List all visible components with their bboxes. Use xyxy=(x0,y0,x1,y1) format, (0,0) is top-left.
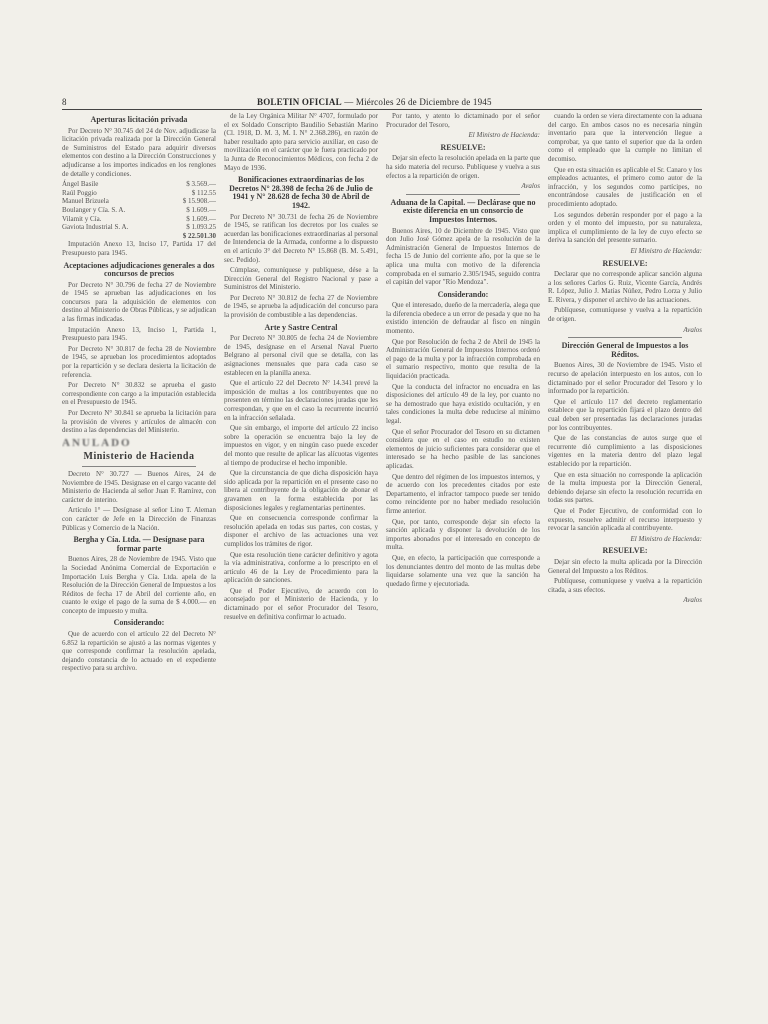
signatory: Avalos xyxy=(683,596,702,605)
paragraph: Que sin embargo, el importe del artículo 22 inciso sobre la operación se encuentra bajo la ley de impuestos en vigor, y en ningún caso puede exceder del monto que resulte de aplicar las alícuotas vigentes al tiempo de producirse el hecho imponible. xyxy=(224,424,378,467)
paragraph: Por Decreto N° 30.841 se aprueba la licitación para la provisión de víveres y artículos de almacén con destino a las dependencias del Ministerio. xyxy=(62,409,216,435)
paragraph: Buenos Aires, 28 de Noviembre de 1945. Visto que la Sociedad Anónima Comercial de Exportación e Importación Luis Bergha y Cía. Ltda. apela de la Resolución de la Dirección General de Impuestos a los Réditos de fecha 17 de Abril del corriente año, en cuanto le exige el pago de la suma de $ 4.000.— en concepto de impuesto y multa. xyxy=(62,555,216,615)
paragraph: Que el artículo 22 del Decreto N° 14.341 prevé la imposición de multas a los contribuyentes que no presenten en término las declaraciones juradas que les correspondan, y que en el caso la recurrente incurrió en la infracción señalada. xyxy=(224,379,378,422)
paragraph: Los segundos deberán responder por el pago a la orden y el monto del impuesto, por su naturaleza, implica el cumplimiento de la ley de cuyo efecto se deriva la sanción del presente sumario. xyxy=(548,210,702,245)
list-item: Vilamit y Cía. $ 1.609.— xyxy=(62,214,216,223)
paragraph: Por Decreto N° 30.832 se aprueba el gasto correspondiente con cargo a la imputación establecida en el Presupuesto de 1945. xyxy=(62,381,216,407)
heading: Arte y Sastre Central xyxy=(264,322,338,332)
paragraph: Por Decreto N° 30.812 de fecha 27 de Noviembre de 1945, se aprueba la adjudicación del concurso para la provisión de combustible a las dependencias. xyxy=(224,293,378,320)
heading: Bergha y Cía. Ltda. — Desígnase para formar parte xyxy=(73,535,205,553)
paragraph: Publíquese, comuníquese y vuelva a la repartición citada, a sus efectos. xyxy=(548,577,702,594)
paragraph: Por Decreto N° 30.796 de fecha 27 de Noviembre de 1945 se aprueban las adjudicaciones en los concursos para la adquisición de elementos con destino al Ministerio de Obras Públicas, y se adjudican a las firmas indicadas. xyxy=(62,280,216,324)
paragraph: Que en consecuencia corresponde confirmar la resolución apelada en todas sus partes, con costas, y disponer el archivo de las actuaciones una vez cumplidos los trámites de rigor. xyxy=(224,514,378,548)
heading: Aduana de la Capital. — Declárase que no existe diferencia en un consorcio de Impuestos Internos. xyxy=(390,197,536,224)
paragraph: Que el Poder Ejecutivo, de acuerdo con lo aconsejado por el Ministerio de Hacienda, y lo dictaminado por el señor Procurador del Tesoro, resuelve en definitiva confirmar lo actuado. xyxy=(224,586,378,621)
paragraph: Por Decreto N° 30.731 de fecha 26 de Noviembre de 1945, se ratifican los decretos por los cuales se acuerdan las bonificaciones extraordinarias al personal de Intendencia de la Armada, conforme a lo dispuesto en el artículo 3° del Decreto N° 15.868 (B. M. 5.491, sec. Pedido). xyxy=(224,212,378,264)
paragraph: Dejar sin efecto la resolución apelada en la parte que ha sido materia del recurso. Publíquese y vuelva a sus efectos a la repartición de origen. xyxy=(386,154,540,180)
list-item: Gaviota Industrial S. A. $ 1.093.25 xyxy=(62,223,216,232)
paragraph: Que, en efecto, la participación que corresponde a los denunciantes dentro del monto de las multas debe liquidarse solamente una vez que la sanción ha quedado firme y ejecutoriada. xyxy=(386,553,540,588)
heading: RESUELVE: xyxy=(602,546,648,556)
paragraph: Cúmplase, comuníquese y publíquese, dése a la Dirección General del Registro Nacional y pase a Suministros del Ministerio. xyxy=(224,266,378,292)
stamp-text: ANULADO xyxy=(62,436,132,449)
paragraph: Que en esta situación es aplicable el Sr. Canaro y los empleados actuantes, el primero como autor de la infracción, y los segundos como partícipes, no encontrándose causales de justificación en el procedimiento adoptado. xyxy=(548,165,702,208)
page-number: 8 xyxy=(62,97,67,107)
paragraph: Por Decreto N° 30.805 de fecha 24 de Noviembre de 1945, desígnase en el Arsenal Naval Puerto Belgrano al personal civil que se detalla, con las asignaciones mensuales que para cada caso se establecen en la planilla anexa. xyxy=(224,334,378,377)
list-item: Ángel Basile $ 3.569.— xyxy=(62,180,216,189)
paragraph: Por tanto, y atento lo dictaminado por el señor Procurador del Tesoro, xyxy=(386,112,540,129)
paragraph: Que la conducta del infractor no encuadra en las disposiciones del artículo 49 de la ley, por cuanto no se ha demostrado que haya existido ocultación, y en tales condiciones la multa debe reducirse al mínimo legal. xyxy=(386,382,540,425)
paragraph: Que la circunstancia de que dicha disposición haya sido aplicada por la repartición en el presente caso no libera al contribuyente de la obligación de abonar el gravamen en la forma establecida por las disposiciones legales y reglamentarias pertinentes. xyxy=(224,469,378,512)
heading: Considerando: xyxy=(437,289,489,299)
paragraph: Que el artículo 117 del decreto reglamentario establece que la repartición fijará el plazo dentro del cual deben ser presentadas las declaraciones juradas por los contribuyentes. xyxy=(548,397,702,432)
divider xyxy=(406,194,520,195)
publication-date: — Miércoles 26 de Diciembre de 1945 xyxy=(344,97,492,107)
paragraph: Publíquese, comuníquese y vuelva a la repartición de origen. xyxy=(548,306,702,324)
text-columns xyxy=(62,112,702,1012)
paragraph: Imputación Anexo 13, Inciso 1, Partida 1, Presupuesto para 1945. xyxy=(62,325,216,343)
paragraph: Imputación Anexo 13, Inciso 17, Partida 17 del Presupuesto para 1945. xyxy=(62,240,216,257)
paragraph: Que esta resolución tiene carácter definitivo y agota la vía administrativa, conforme a lo prescripto en el artículo 46 de la Ley de Procedimiento para la aplicación de sanciones. xyxy=(224,550,378,585)
paragraph: Dejar sin efecto la multa aplicada por la Dirección General del Impuesto a los Réditos. xyxy=(548,557,702,575)
heading: RESUELVE: xyxy=(440,142,486,152)
paragraph: Buenos Aires, 10 de Diciembre de 1945. Visto que don Julio José Gómez apela de la resolución de la Administración General de Impuestos Internos de fecha 15 de Junio del corriente año, por la que se le aplica una multa con motivo de la diferencia comprobada en el sumario 2.305/1945, seguido contra el capitán del vapor "Río Mendoza". xyxy=(386,226,540,287)
paragraph: Por Decreto N° 30.745 del 24 de Nov. adjudicase la licitación privada realizada por la Dirección General de Suministros del Estado para adquirir diversos elementos con destino a la Dirección Construcciones y adjudícanse a los importes indicados en los renglones de detalle y condiciones. xyxy=(62,126,216,178)
heading: Aceptaciones adjudicaciones generales a dos concursos de precios xyxy=(63,260,215,279)
list-item: Manuel Brizuela $ 15.908.— xyxy=(62,197,216,206)
signatory: Avalos xyxy=(521,182,540,191)
heading: Considerando: xyxy=(113,618,165,628)
section-title: Ministerio de Hacienda xyxy=(83,451,195,463)
paragraph: Buenos Aires, 30 de Noviembre de 1945. Visto el recurso de apelación interpuesto en los autos, con lo dictaminado por el señor Procurador del Tesoro y lo informado por la repartición. xyxy=(548,361,702,396)
signature-line: El Ministro de Hacienda: xyxy=(468,131,540,140)
paragraph: Que de acuerdo con el artículo 22 del Decreto N° 6.852 la repartición se ajustó a las normas vigentes y que corresponde confirmar la resolución apelada, dejando constancia de lo actuado en el expediente respectivo para su archivo. xyxy=(62,630,216,673)
paragraph: Que el Poder Ejecutivo, de conformidad con lo expuesto, resuelve admitir el recurso interpuesto y revocar la sanción aplicada al contribuyente. xyxy=(548,506,702,533)
list-item: Boulanger y Cía. S. A. $ 1.609.— xyxy=(62,205,216,214)
divider xyxy=(568,337,682,338)
heading: Dirección General de Impuestos a los Réditos. xyxy=(561,341,689,359)
column-3 xyxy=(386,112,540,1012)
paragraph: Decreto N° 30.727 — Buenos Aires, 24 de Noviembre de 1945. Designase en el cargo vacante del Ministerio de Hacienda al señor Juan F. Ramírez, con carácter de interino. xyxy=(62,469,216,504)
signature-line: El Ministro de Hacienda: xyxy=(630,246,702,255)
signatory: Avalos xyxy=(683,325,702,334)
paragraph: Declarar que no corresponde aplicar sanción alguna a los señores Carlos G. Ruiz, Vicente García, Andrés R. López, Julio J. Matías Núñez, Pedro Lorza y Julio E. Rivera, y disponer el archivo de las actuaciones. xyxy=(548,270,702,304)
paragraph: de la Ley Orgánica Militar N° 4707, formulado por el ex Soldado Conscripto Baudilio Sebastián Marino (Cl. 1918, D. M. 3, M. I. N° 2.368.286), en razón de haber resultado apto para servicio auxiliar, en caso de movilización en el carácter que le fuera practicado por la Junta de Reconocimientos Médicos, con fecha 2 de Mayo de 1936. xyxy=(224,112,378,172)
signature-line: El Ministro de Hacienda: xyxy=(630,534,702,543)
publication-title: BOLETIN OFICIAL xyxy=(257,97,342,107)
paragraph: Que en esta situación no corresponde la aplicación de la multa impuesta por la Dirección General, debiendo dejarse sin efecto la resolución recurrida en todas sus partes. xyxy=(548,470,702,505)
paragraph: Artículo 1° — Desígnase al señor Lino T. Aleman con carácter de Jefe en la Dirección de Finanzas Públicas y Comercio de la Nación. xyxy=(62,506,216,532)
paragraph: Que por Resolución de fecha 2 de Abril de 1945 la Administración General de Impuestos Internos ordenó el pago de la multa y por la infracción comprobada en el sumario respectivo, monto que resulta de la liquidación practicada. xyxy=(386,337,540,381)
total-amount: $ 22.501.30 xyxy=(182,231,216,240)
paragraph: cuando la orden se viera directamente con la aduana del cargo. En ambos casos no es necesaria ningún inventario para que la intervención llegue a comprobar, ya que tanto el superior que da la orden como el empleado que la cumple no limitan el decomiso. xyxy=(548,112,702,163)
paragraph: Que, por tanto, corresponde dejar sin efecto la sanción aplicada y disponer la devolución de los importes abonados por el interesado en concepto de multa. xyxy=(386,517,540,552)
page-header xyxy=(62,97,702,110)
paragraph: Que el señor Procurador del Tesoro en su dictamen considera que en el caso en estudio no existen elementos de juicio suficientes para considerar que el interesado se ha hecho pasible de las sanciones aplicadas. xyxy=(386,427,540,470)
paragraph: Por Decreto N° 30.817 de fecha 28 de Noviembre de 1945, se aprueban los procedimientos adoptados por la repartición y se declara desierta la licitación de referencia. xyxy=(62,344,216,379)
paragraph: Que dentro del régimen de los impuestos internos, y de acuerdo con los precedentes citados por este Departamento, el infractor tampoco puede ser tenido como reincidente por no haber mediado resolución firme anterior. xyxy=(386,472,540,515)
paragraph: Que de las constancias de autos surge que el recurrente dió cumplimiento a las disposiciones vigentes en la materia dentro del plazo legal establecido por la repartición. xyxy=(548,434,702,468)
heading: Aperturas licitación privada xyxy=(90,115,188,124)
column-4 xyxy=(548,112,702,1012)
divider xyxy=(82,466,196,467)
column-1 xyxy=(62,112,216,1012)
list-item: Raúl Poggio $ 112.55 xyxy=(62,188,216,197)
paragraph: Que el interesado, dueño de la mercadería, alega que la diferencia obedece a un error de pesada y que no ha existido intención de defraudar al fisco en ningún momento. xyxy=(386,301,540,336)
heading: RESUELVE: xyxy=(602,258,648,268)
heading: Bonificaciones extraordinarias de los Decretos N° 28.398 de fecha 26 de Julio de 1941 y N° 28.628 de fecha 30 de Abril de 1942. xyxy=(229,175,373,210)
column-2 xyxy=(224,112,378,1012)
